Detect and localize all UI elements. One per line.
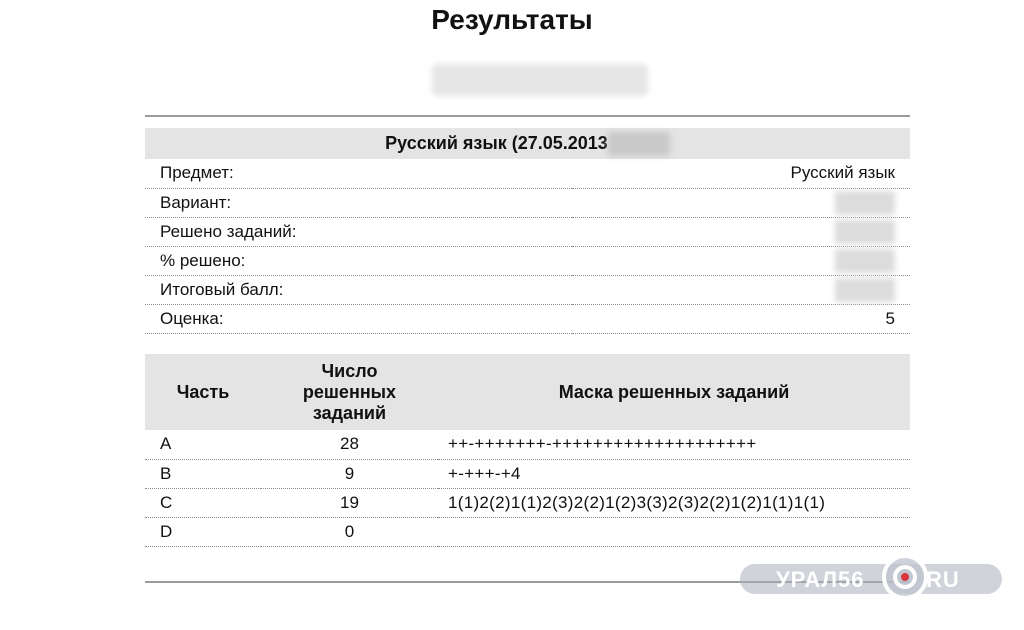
site-watermark: [740, 556, 1005, 602]
table-row: [145, 430, 910, 459]
header-mask: Маска решенных заданий: [558, 381, 790, 402]
top-divider: [145, 115, 910, 117]
info-label: Оценка:: [160, 308, 224, 328]
info-value-redacted: [572, 246, 910, 275]
exam-info-table: [145, 128, 910, 334]
info-row-grade: [145, 304, 910, 333]
redaction-blur: [835, 278, 895, 302]
count-cell: 28: [340, 434, 359, 454]
info-label: Вариант:: [160, 192, 232, 212]
redaction-blur: [835, 191, 895, 215]
student-name-redacted: [432, 64, 648, 96]
info-row-solved: [145, 217, 910, 246]
info-label: Предмет:: [160, 163, 234, 183]
watermark-left-text: УРАЛ56: [776, 567, 865, 592]
page-title: Результаты: [431, 4, 593, 35]
info-row-percent: [145, 246, 910, 275]
info-label: Итоговый балл:: [160, 279, 284, 299]
info-value-redacted: [572, 217, 910, 246]
info-label: % решено:: [160, 250, 246, 270]
header-count: [261, 354, 438, 430]
redaction-blur: [835, 220, 895, 244]
info-row-score: [145, 275, 910, 304]
exam-title: Русский язык (27.05.2013: [385, 132, 608, 153]
part-cell: D: [160, 521, 173, 541]
info-row-variant: [145, 188, 910, 217]
mask-cell: ++-+++++++-++++++++++++++++++++: [448, 434, 757, 454]
count-cell: 19: [340, 492, 359, 512]
info-value-redacted: [572, 275, 910, 304]
part-cell: A: [160, 434, 172, 454]
table-row: [145, 488, 910, 517]
exam-title-cell: [145, 128, 910, 159]
watermark-right-text: RU: [926, 567, 960, 592]
info-value-redacted: [572, 188, 910, 217]
count-cell: 0: [344, 521, 355, 541]
mask-cell: [438, 517, 910, 546]
mask-cell: +-+++-+4: [448, 463, 521, 483]
part-cell: C: [160, 492, 173, 512]
mask-cell: 1(1)2(2)1(1)2(3)2(2)1(2)3(3)2(3)2(2)1(2)1(1)1(1): [448, 492, 826, 512]
target-logo-icon: [880, 552, 930, 602]
header-part: Часть: [176, 381, 230, 402]
info-row-subject: [145, 159, 910, 188]
count-cell: 9: [344, 463, 355, 483]
info-value: Русский язык: [790, 163, 895, 183]
parts-table: [145, 354, 910, 547]
table-row: [145, 517, 910, 546]
part-cell: B: [160, 463, 172, 483]
parts-header-row: [145, 354, 910, 430]
exam-date-redacted: [608, 132, 670, 156]
table-row: [145, 459, 910, 488]
header-count-text: Число решенных заданий: [302, 360, 397, 423]
redaction-blur: [835, 249, 895, 273]
info-label: Решено заданий:: [160, 221, 297, 241]
exam-title-row: [145, 128, 910, 159]
info-value: 5: [885, 308, 895, 328]
